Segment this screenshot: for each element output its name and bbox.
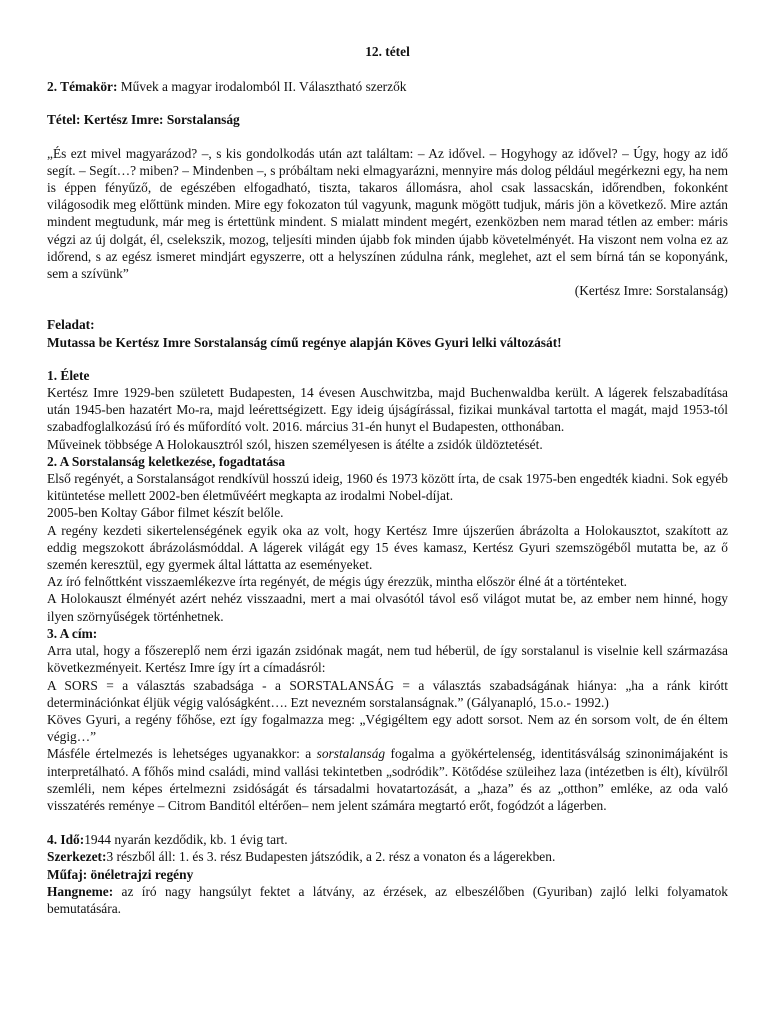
quote-paragraph: „És ezt mivel magyarázod? –, s kis gondolkodás után azt találtam: – Az idővel. – Hogyhogy az idővel? – Úgy, hogy az idő segít. – Segít…? miben? – Mindenben –, s próbáltam neki elmagyarázni, mennyire más dolog például megérkezni egy, ha nem is éppen fényűző, de egészében elfogadható, tiszta, takaros állomásra, ahol csak lassacskán, időrendben, fokonként világosodik meg előttünk minden. Mire egy fokozaton túl vagyunk, magunk mögött tudjuk, máris jön a következő. Mire aztán mindent megtudunk, már meg is értettünk mindent. S mialatt mindent megért, ezenközben nem marad tétlen az ember: máris végzi az új dolgát, él, cselekszik, mozog, teljesíti minden újabb fok minden újabb követelményét. Ha viszont nem volna ez az időrend, s az egész ismeret mindjárt egyszerre, ott a helyszínen zúdulna ránk, meglehet, azt el sem bírná tán se koponyánk, sem a szívünk” [47,145,728,282]
thesis-heading: Tétel: Kertész Imre: Sorstalanság [47,112,240,128]
tone-text: az író nagy hangsúlyt fektet a látvány, az érzések, az elbeszélőben (Gyuriban) zajló lelki folyamatok bemutatására. [47,883,728,916]
genre-label: Műfaj: [47,866,88,882]
task-label: Feladat: [47,317,95,333]
section-2-paragraph-2: 2005-ben Koltay Gábor filmet készít belőle. [47,505,284,521]
task-text: Mutassa be Kertész Imre Sorstalanság című regénye alapján Köves Gyuri lelki változását! [47,334,562,350]
section-3-p4-italic: sorstalanság [316,746,386,762]
structure-text: 3 részből áll: 1. és 3. rész Budapesten játszódik, a 2. rész a vonaton és a lágerekben. [106,849,556,865]
section-3-paragraph-3: Köves Gyuri, a regény főhőse, ezt így fogalmazza meg: „Végigéltem egy adott sorsot. Nem az én sorsom volt, de én éltem végig…” [47,711,728,745]
topic-line [47,78,728,95]
topic-text: Művek a magyar irodalomból II. Választható szerzők [117,79,407,95]
section-2-paragraph-1: Első regényét, a Sorstalanságot rendkívül hosszú ideig, 1960 és 1973 között írta, de csak 1975-ben engedték kiadni. Sok egyéb kitüntetése mellett 2002-ben életművéért megkapta az irodalmi Nobel-díjat. [47,471,728,504]
tone-label: Hangneme: [47,883,114,899]
section-1-paragraph-1: Kertész Imre 1929-ben született Budapesten, 14 évesen Auschwitzba, majd Buchenwaldba került. A lágerek felszabadítása után 1945-ben hazatért Mo-ra, majd leérettségizett. Egy ideig újságírással, fizikai munkával tartotta el magát, majd 1953-tól szabadfoglalkozású író és műfordító volt. 2016. március 31-én hunyt el Budapesten, otthonában. [47,385,728,435]
quote-source: (Kertész Imre: Sorstalanság) [574,283,728,299]
topic-label: 2. Témakör: [47,79,118,95]
section-2-heading: 2. A Sorstalanság keletkezése, fogadtatása [47,453,286,469]
section-3-paragraph-1: Arra utal, hogy a főszereplő nem érzi igazán zsidónak magát, nem tud héberül, de így sorstalanul is viselnie kell származása következményeit. Kertész Imre így írt a címadásról: [47,643,728,676]
section-3-p4-end: fogalma a gyökértelenség, identitásválság szinonimájaként is interpretálható. A főhős mind családi, mind vallási tekintetben „sodródik”. Kötődése szüleihez laza (intézetben is élt), kívülről szemléli, nem képes értelmezni zsidóságát és társadalmi hovatartozását, a „haza” és az „otthon” emléke, az oda való visszatérés reménye – Citrom Banditól eltérően– nem jelent számára megtartó erőt, fogódzót a lágerben. [47,746,728,813]
section-structure [47,848,728,865]
section-3-p4-start: Másféle értelmezés is lehetséges ugyanakkor: a [47,746,317,762]
section-2-paragraph-4: Az író felnőttként visszaemlékezve írta regényét, de mégis úgy érezzük, mintha először élné át a történteket. [47,574,628,590]
section-1-heading: 1. Élete [47,367,90,383]
section-2-paragraph-3: A regény kezdeti sikertelenségének egyik oka az volt, hogy Kertész Imre újszerűen ábrázolta a Holokausztot, szakított az eddig megszokott ábrázolásmóddal. A lágerek világát egy 15 éves kamasz, Kertész Gyuri szemszögéből mutatta be, az ő szemén keresztül, egy gyermek által láttatta az eseményeket. [47,522,728,573]
structure-label: Szerkezet: [47,849,107,865]
section-3-paragraph-4 [47,745,728,814]
section-4-time [47,831,728,848]
section-3-heading: 3. A cím: [47,625,98,641]
time-text: 1944 nyarán kezdődik, kb. 1 évig tart. [84,832,288,848]
time-label: 4. Idő: [47,832,85,848]
section-tone [47,883,728,917]
section-3-paragraph-2: A SORS = a választás szabadsága - a SORSTALANSÁG = a választás szabadságának hiánya: „ha a ránk kirótt determinációnkat éljük végig valóságként…. Ezt nevezném sorstalanságnak.” (Gályanapló, 15.o.- 1992.) [47,677,728,710]
section-genre [47,866,728,883]
section-1-paragraph-2: Műveinek többsége A Holokausztról szól, hiszen személyesen is átélte a zsidók üldöztetését. [47,436,543,452]
genre-text: önéletrajzi regény [87,866,194,882]
page-title: 12. tétel [365,44,410,59]
section-2-paragraph-5: A Holokauszt élményét azért nehéz visszaadni, mert a mai olvasótól távol eső világot mutat be, az ember nem hinné, hogy ilyen szörnyűségek történhetnek. [47,591,728,624]
